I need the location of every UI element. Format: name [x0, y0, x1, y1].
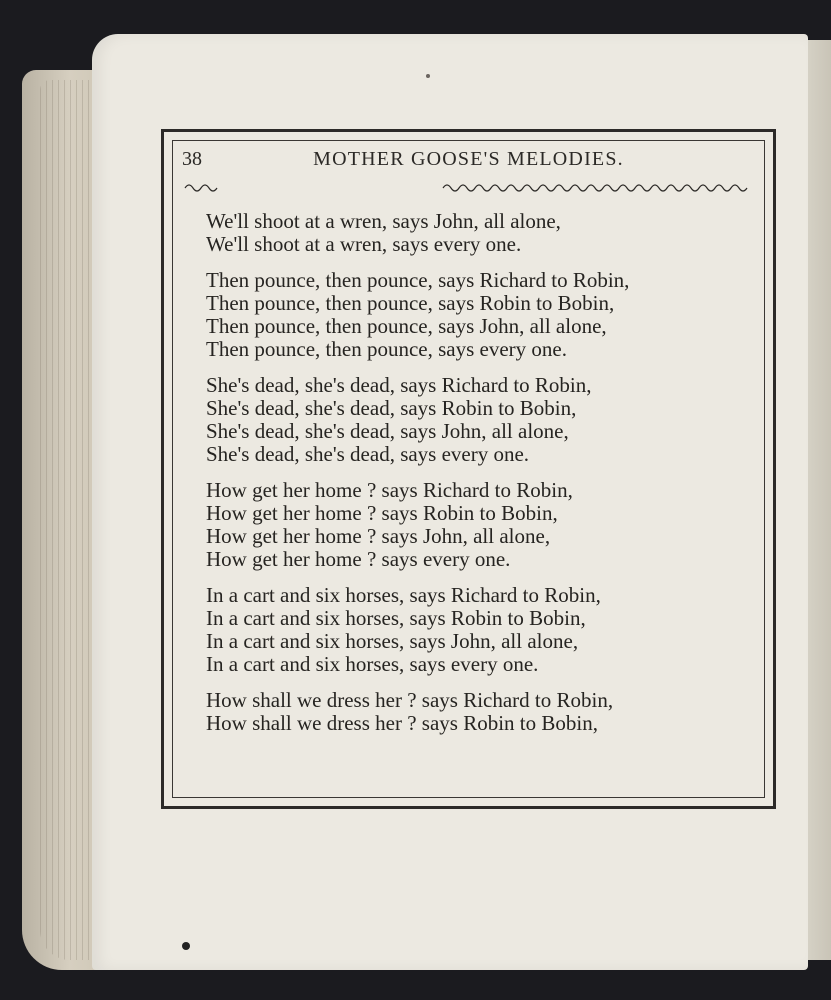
verse-line: Then pounce, then pounce, says every one. — [206, 337, 567, 361]
stanza — [206, 374, 761, 466]
verse-text — [206, 210, 761, 748]
verse-line: How shall we dress her ? says Robin to Bobin, — [206, 711, 598, 735]
verse-line: In a cart and six horses, says Robin to Bobin, — [206, 606, 586, 630]
verse-line: She's dead, she's dead, says every one. — [206, 442, 530, 466]
verse-line: In a cart and six horses, says John, all alone, — [206, 629, 579, 653]
stanza — [206, 269, 761, 361]
stanza — [206, 210, 761, 256]
verse-line: She's dead, she's dead, says Richard to Robin, — [206, 373, 592, 397]
facing-page-edge — [806, 40, 831, 960]
page-number: 38 — [182, 148, 202, 170]
ink-spot — [182, 942, 190, 950]
verse-line: How get her home ? says John, all alone, — [206, 524, 551, 548]
verse-line: Then pounce, then pounce, says Richard to Robin, — [206, 268, 630, 292]
stanza — [206, 479, 761, 571]
verse-line: She's dead, she's dead, says John, all alone, — [206, 419, 569, 443]
verse-line: We'll shoot at a wren, says every one. — [206, 232, 522, 256]
verse-line: How get her home ? says Richard to Robin, — [206, 478, 573, 502]
verse-line: How shall we dress her ? says Richard to Robin, — [206, 688, 614, 712]
verse-line: How get her home ? says every one. — [206, 547, 511, 571]
verse-line: We'll shoot at a wren, says John, all alone, — [206, 209, 561, 233]
header-ornament-left — [184, 180, 220, 192]
header-ornament-right — [442, 180, 756, 192]
page-header — [172, 148, 765, 174]
verse-line: Then pounce, then pounce, says Robin to Bobin, — [206, 291, 615, 315]
verse-line: How get her home ? says Robin to Bobin, — [206, 501, 558, 525]
ink-speck — [426, 74, 430, 78]
stanza — [206, 689, 761, 735]
verse-line: Then pounce, then pounce, says John, all alone, — [206, 314, 607, 338]
stanza — [206, 584, 761, 676]
running-head: MOTHER GOOSE'S MELODIES. — [313, 148, 624, 170]
verse-line: In a cart and six horses, says every one. — [206, 652, 539, 676]
verse-line: In a cart and six horses, says Richard to Robin, — [206, 583, 601, 607]
verse-line: She's dead, she's dead, says Robin to Bobin, — [206, 396, 577, 420]
